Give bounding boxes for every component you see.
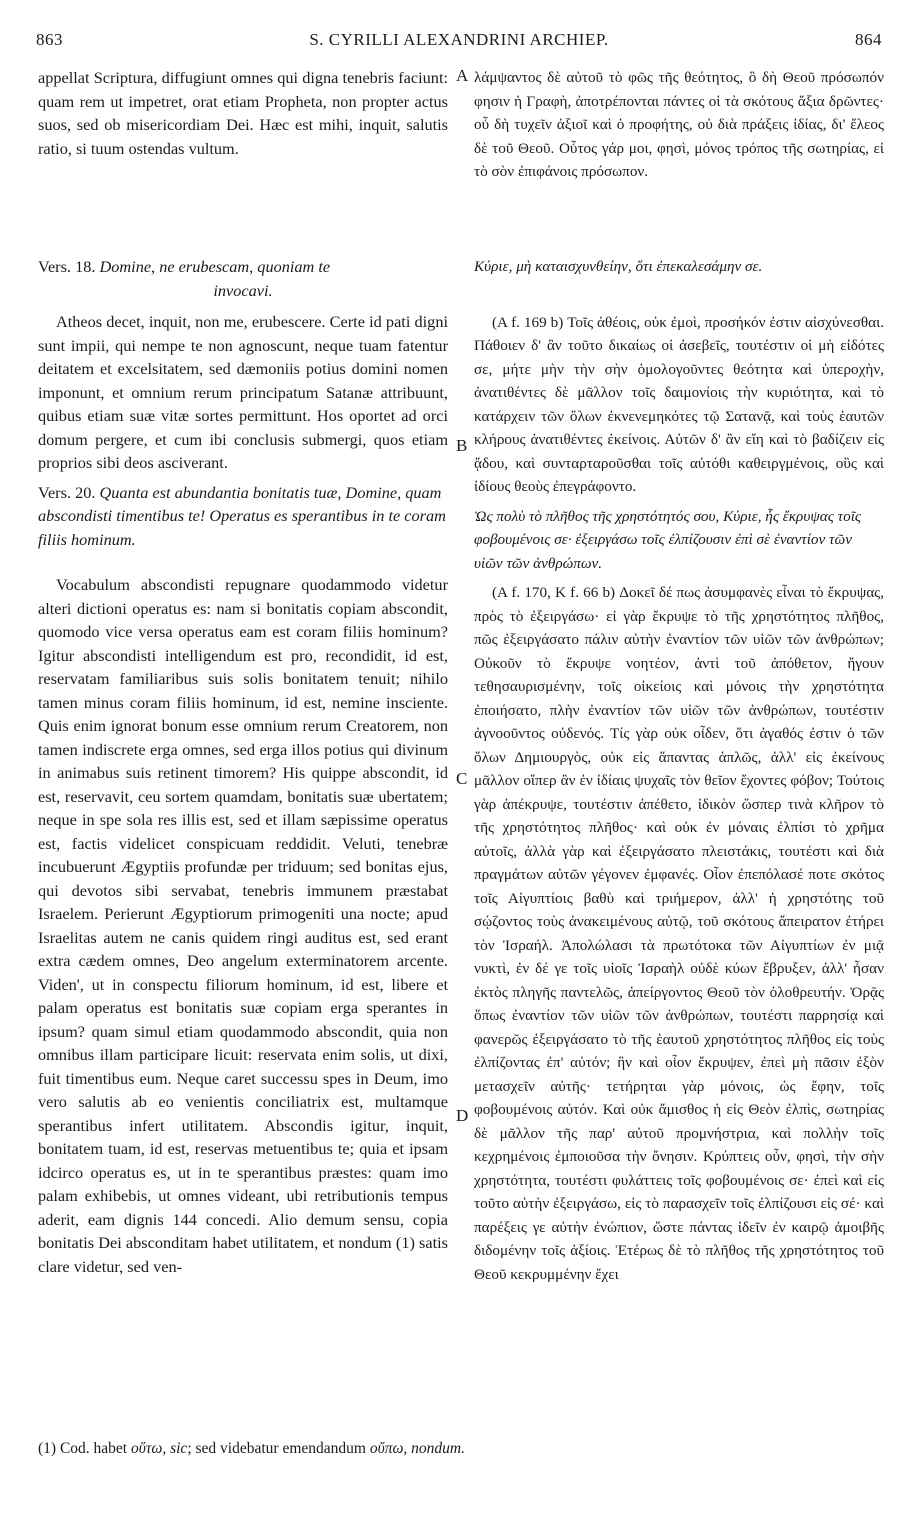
greek-paragraph-1: λάμψαντος δὲ αὐτοῦ τὸ φῶς τῆς θεότητος, ὃ δὴ Θεοῦ πρόσωπόν φησιν ἡ Γραφὴ, ἀποτρέπονται πάντες οἱ τὰ σκότους ἄξια δρῶντες· οὗ δὴ τυχεῖν ἀξιοῖ καὶ ὁ προφήτης, οὐ διὰ πράξεις ἰδίας, δι' ἔλεος δὲ τοῦ Θεοῦ. Οὗτος γάρ μοι, φησὶ, μόνος τρόπος τῆς σωτηρίας, εἰ τὸ σὸν ἐπιφάνοις πρόσωπον. xyxy=(474,69,884,180)
greek-column xyxy=(474,66,884,1286)
margin-letter-b: B xyxy=(456,436,468,455)
verse-label: Vers. 18. xyxy=(38,257,96,276)
latin-verse-20 xyxy=(38,481,448,552)
greek-paragraph-2: (A f. 169 b) Τοῖς ἀθέοις, οὐκ ἐμοὶ, προσήκόν ἐστιν αἰσχύνεσθαι. Πάθοιεν δ' ἂν τοῦτο δικαίως οἱ ἀσεβεῖς, τουτέστιν οἱ μὴ εἰδότες σε, μήτε μὴν τὴν σὴν ὁμολογοῦντες θεότητα καὶ ὑπεροχὴν, ἀνατιθέντες δὲ μᾶλλον τοῖς δαιμονίοις τὴν κυριότητα, καὶ τὸ κατάρχειν τῶν ὅλων ἐκνενεμηκότες τῷ Σατανᾷ, καὶ τοὺς ἑαυτῶν κλήρους ἀνατιθέντες ἐκείνοις. Αὐτῶν δ' ἂν εἴη καὶ τὸ βαδίζειν εἰς ᾅδου, καὶ συνταρταροῦσθαι τοῖς αὐτόθι καθειργμένοις, οὓς καὶ ἰδίους θεοὺς ἐπεγράφοντο. xyxy=(474,313,884,495)
latin-paragraph-1: appellat Scriptura, diffugiunt omnes qui digna tenebris faciunt: quam rem ut impetret, orat etiam Propheta, non propter actus suos, sed ob misericordiam Dei. Hæc est mihi, inquit, salutis ratio, si tuum ostendas vultum. xyxy=(38,68,448,158)
latin-verse-18 xyxy=(38,255,448,302)
latin-column xyxy=(38,66,448,1278)
footnote-nondum: nondum. xyxy=(411,1440,465,1457)
margin-letter-c: C xyxy=(456,769,468,788)
footnote-text-2: ; sed videbatur emendandum xyxy=(187,1440,366,1457)
latin-paragraph-2: Atheos decet, inquit, non me, erubescere. Certe id pati digni sunt impii, qui nempe te non agnoscunt, neque tuam fatentur deitatem et excelsitatem, sed dæmoniis potius domini nomen imponunt, et omnium rerum principatum Satanæ attribuunt, quibus etiam suæ vitæ sortes permittunt. Hos oportet ad orci domum pergere, et cum ibi conclusis submergi, quos etiam proprios sibi deos asciverant. xyxy=(38,312,448,472)
page-number-left: 863 xyxy=(36,30,63,49)
footnote-greek-word: οὕτω, xyxy=(130,1440,167,1457)
footnote-text: Cod. habet xyxy=(59,1440,128,1457)
verse-label: Vers. 20. xyxy=(38,482,96,502)
running-title: S. CYRILLI ALEXANDRINI ARCHIEP. xyxy=(309,30,609,49)
footnote xyxy=(38,1440,884,1458)
margin-letter-d: D xyxy=(456,1106,469,1125)
greek-paragraph-3: (A f. 170, K f. 66 b) Δοκεῖ δέ πως ἀσυμφανὲς εἶναι τὸ ἔκρυψας, πρὸς τὸ ἐξειργάσω· εἰ γὰρ ἔκρυψε τὸ τῆς χρηστότητος πλῆθος, πῶς ἐξειργάσατο πάλιν αὐτὴν ἐναντίον τῶν υἱῶν τῶν ἀνθρώπων; Οὐκοῦν τὸ ἔκρυψε νοητέον, ἀντὶ τοῦ ἀπόθετον, ἤγουν τεθησαυρισμένην, τοῖς οἰκείοις καὶ μόνοις τὴν χρηστότητα ἐποιήσατο, πλὴν ἐναντίον τῶν υἱῶν τῶν ἀνθρώπων, τουτέστιν ἀγνοοῦντος οὐδενός. Τίς γὰρ οὐκ οἶδεν, ὅτι ἀγαθός ἐστιν ὁ τῶν ὅλων Δημιουργὸς, οὐκ εἰς ἅπαντας ἁπλῶς, ἀλλ' εἰς ἐκείνους μᾶλλον οἵπερ ἂν ἐν ἰδίαις ψυχαῖς τὸν θεῖον ἔχοντες φόβον; Τούτοις γὰρ ἀπέκρυψε, τουτέστιν ἀπέθετο, ἰδικὸν ὥσπερ τινὰ κλῆρον τὸ τῆς χρηστότητος πλῆθος· καὶ οὐκ ἐν μόναις ἐλπίσι τὸ χρῆμα αὐτοῖς, ἀλλὰ γὰρ καὶ ἐξειργάσατο πλειστάκις, τουτέστι καὶ διὰ πραγμάτων αὐτῶν γέγονεν ἐμφανές. Οἷον ἐπεπόλασέ ποτε σκότος τοῖς Αἰγυπτίοις βαθὺ καὶ τριήμερον, ἀλλ' ἡ χρηστότης τοῦ σῴζοντος τοὺς ἀνακειμένους αὐτῷ, τοῦ σκότους ἄπειρατον ἐτήρει τὸν Ἰσραήλ. Ἀπολώλασι τὰ πρωτότοκα τῶν Αἰγυπτίων ἐν μιᾷ νυκτὶ, ἐν δέ γε τοῖς υἱοῖς Ἰσραὴλ οὐδὲ κύων ἔβρυξεν, ἀλλ' ἦσαν ἐκτὸς πληγῆς παντελῶς, ἀπείργοντος Θεοῦ τὸν ὀλοθρευτήν. Ὁρᾷς ὅπως ἐναντίον τῶν υἱῶν τῶν ἀνθρώπων, τουτέστι παρρησίᾳ καὶ φανερῶς ἐξειργάσατο τὸ τῆς ἑαυτοῦ χρηστότητος πλῆθος εἰς τοὺς ἐλπίζοντας ἐπ' αὐτόν; ἣν καὶ οἷον ἔκρυψεν, ἐπεὶ μὴ πᾶσιν ἐξὸν μετασχεῖν αὐτῆς· τετήρηται γὰρ μόνοις, ὡς ἔφην, τοῖς φοβουμένοις αὐτόν. Καὶ οὐκ ἄμισθος ἡ εἰς Θεὸν ἐλπὶς, σωτηρίας δὲ μᾶλλον τῆς παρ' αὐτοῦ προμνήστρια, καὶ πολλὴν τοῖς κεχρημένοις ἐμποιοῦσα τὴν ὄνησιν. Κρύπτεις οὖν, φησὶ, τὴν σὴν χρηστότητα, τουτέστι φυλάττεις τοῖς φοβουμένοις σε· ἐπεὶ καὶ εἰς τοῦτο αὐτὴν ἐξειργάσω, εἰς τὸ παρασχεῖν τοῖς ἐλπίζουσι εἰς σέ· καὶ παρέξεις γε αὐτὴν ἐνώπιον, ὥστε πάντας ἰδεῖν ἐν καιρῷ ἀμοιβῆς διδομένην τοῖς ἀξίοις. Ἑτέρως δὲ τὸ πλῆθος τῆς χρηστότητος τοῦ Θεοῦ κεκρυμμένην ἔχει xyxy=(474,584,884,1283)
page-number-right: 864 xyxy=(855,30,882,49)
footnote-sic: sic xyxy=(170,1440,188,1457)
verse-text-cont: invocavi. xyxy=(213,280,273,300)
verse-text: Quanta est abundantia bonitatis tuæ, Domine, quam abscondisti timentibus te! Operatus es sperantibus in te coram filiis hominum. xyxy=(38,482,446,549)
footnote-number: (1) xyxy=(38,1440,57,1457)
footnote-greek-word-2: οὔπω, xyxy=(369,1440,408,1457)
page-header xyxy=(36,30,882,58)
latin-paragraph-3: Vocabulum abscondisti repugnare quodammodo videtur alteri dictioni operatus es: nam si bonitatis copiam abscondit, quomodo vice versa operatus eam est coram filiis hominum? Igitur abscondisti intelligendum est pro, recondidit, id est, reservatam familiaribus suis solis bonitatem tenuit; nihilo tamen minus coram filiis hominum, id est, nemine insciente. Quis enim ignorat bonum esse omnium rerum Creatorem, non tamen indiscrete erga omnes, sed erga illos potius qui divinum in animabus suis retinent timorem? His quippe abscondit, id est, reservavit, ceu sortem quamdam, bonitatis suæ ubertatem; neque in spe sola res illis est, sed et illam sæpissime operatus est, factis videlicet conspicuam reddidit. Veluti, tenebræ incubuerunt Ægyptiis profundæ per triduum; sed bonitas ejus, qui devotos sibi servabat, tenebris immunem præstabat Israelem. Perierunt Ægyptiorum primogeniti una nocte; apud Israelitas autem ne canis quidem ringi auditus est, sed erant extra cædem omnes, Deo angelum exterminatorem arcente. Viden', ut in conspectu filiorum hominum, id est, libere et palam operatus est bonitatis suæ copiam erga sperantes in ipsum? quam simul etiam quodammodo abscondit, quia non omnibus illam participare licuit: reservata enim solis, ut dixi, fuit timentibus eum. Neque caret successu spes in Deum, imo vero salutis ab eo venientis conciliatrix est, multamque sperantibus infert utilitatem. Abscondis igitur, inquit, bonitatem tuam, id est, reservas metuentibus te; quia et ipsam idcirco operatus es, ut in te sperantibus præstes: quam imo palam exhibebis, ut omnes videant, ubi retributionis tempus aderit, eam dignis 144 concedi. Alio demum sensu, copia bonitatis Dei absconditam habet utilitatem, et nondum (1) satis clare videtur, sed ven- xyxy=(38,575,448,1276)
margin-letter-a: A xyxy=(456,66,469,85)
greek-lemma-18: Κύριε, μὴ καταισχυνθείην, ὅτι ἐπεκαλεσάμην σε. xyxy=(474,258,763,275)
greek-lemma-20: Ὡς πολὺ τὸ πλῆθος τῆς χρηστότητός σου, Κύριε, ἧς ἔκρυψας τοῖς φοβουμένοις σε· ἐξειργάσω τοῖς ἐλπίζουσιν ἐπὶ σὲ ἐναντίον τῶν υἱῶν τῶν ἀνθρώπων. xyxy=(474,507,862,572)
verse-text: Domine, ne erubescam, quoniam te xyxy=(99,257,331,276)
